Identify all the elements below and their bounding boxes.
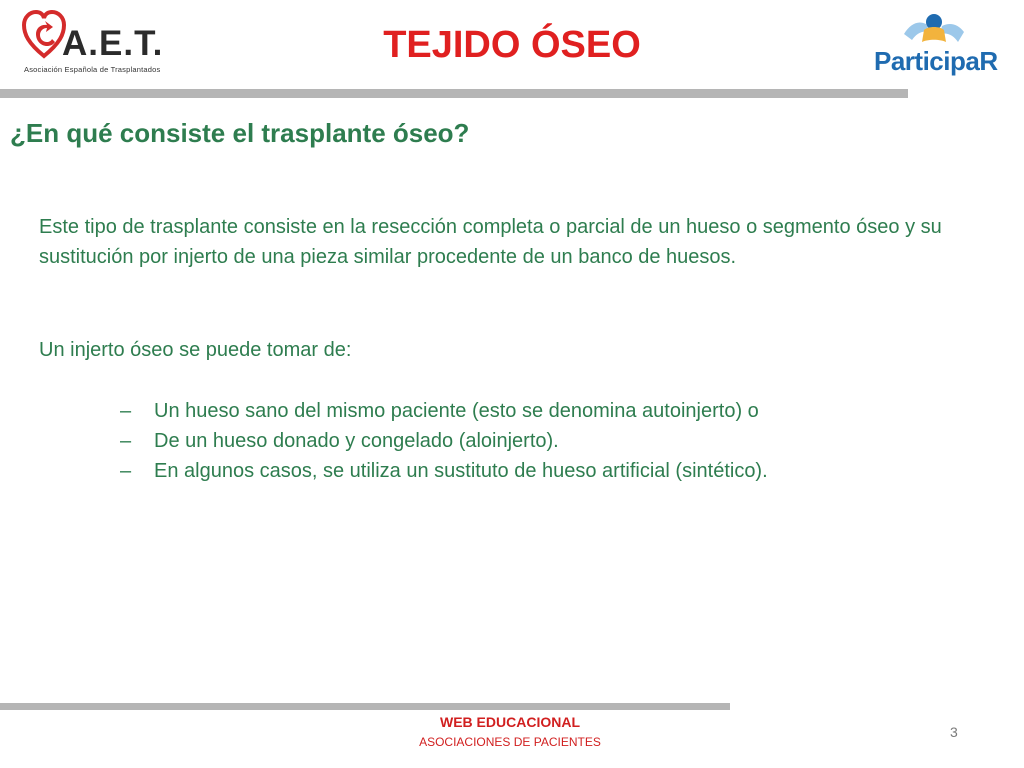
section-heading: ¿En qué consiste el trasplante óseo? [10, 118, 470, 148]
list-item-text: En algunos casos, se utiliza un sustituto de hueso artificial (sintético). [154, 460, 768, 482]
bullet-dash: – [120, 430, 132, 452]
list-item [120, 456, 768, 486]
aet-logo-text: A.E.T. [62, 24, 164, 63]
bottom-divider [0, 703, 730, 710]
graft-sources-list [120, 396, 768, 486]
list-item [120, 426, 768, 456]
footer-title: WEB EDUCACIONAL [440, 714, 580, 730]
participar-logo [868, 12, 1000, 78]
list-item [120, 396, 768, 426]
page-number: 3 [950, 724, 958, 740]
list-item-text: De un hueso donado y congelado (aloinjerto). [154, 430, 559, 452]
bullet-dash: – [120, 460, 132, 482]
page-title: TEJIDO ÓSEO [383, 24, 641, 66]
graft-sources-intro: Un injerto óseo se puede tomar de: [39, 339, 352, 361]
bullet-dash: – [120, 400, 132, 422]
list-item-text: Un hueso sano del mismo paciente (esto se denomina autoinjerto) o [154, 400, 759, 422]
footer-subtitle: ASOCIACIONES DE PACIENTES [419, 735, 601, 749]
description-paragraph: Este tipo de trasplante consiste en la resección completa o parcial de un hueso o segmento óseo y su sustitución por injerto de una pieza similar procedente de un banco de huesos. [39, 216, 942, 268]
participar-logo-text: ParticipaR [874, 46, 998, 76]
aet-logo-subtitle: Asociación Española de Trasplantados [24, 65, 161, 74]
top-divider [0, 89, 908, 98]
